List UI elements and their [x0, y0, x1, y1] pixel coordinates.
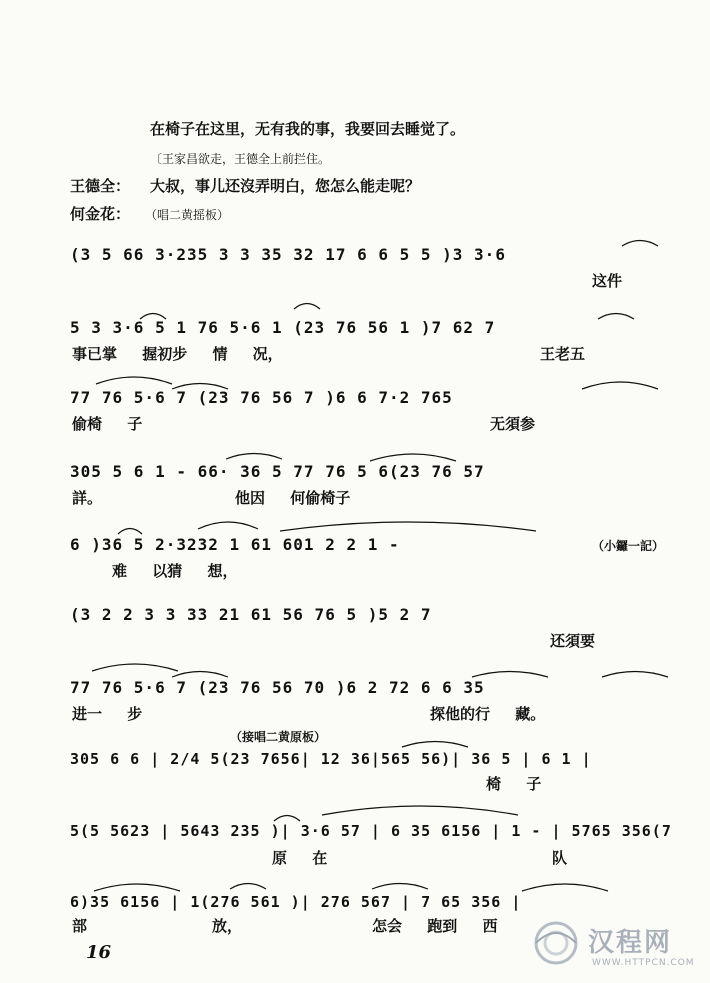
speaker-he-jinhua: 何金花： — [70, 205, 131, 223]
score-row-7-notes: 77 76 5·6 7 (23 76 56 70 )6 2 72 6 6 35 — [70, 678, 485, 697]
score-row-8-notes: 305 6 6 | 2/4 5(23 7656| 12 36|565 56)| 36 5 | 6 1 | — [70, 750, 592, 768]
slur-mark — [580, 378, 660, 390]
slur-mark — [94, 373, 174, 385]
speaker-wang-dequan: 王德全： — [70, 177, 131, 195]
slur-mark — [400, 738, 470, 748]
slur-mark — [116, 525, 144, 535]
score-row-10-lyrics-b: 放， — [212, 917, 243, 935]
watermark-logo-icon — [530, 918, 586, 968]
slur-mark — [600, 668, 670, 678]
score-row-9-lyrics-a: 原 在 — [272, 849, 328, 867]
score-row-8-annotation: （接唱二黄原板） — [230, 730, 327, 744]
score-row-1-lyrics: 这件 — [592, 272, 623, 290]
score-row-9-notes: 5(5 5623 | 5643 235 )| 3·6 57 | 6 35 6156 | 1 - | 5765 356(7 — [70, 822, 672, 840]
score-row-5-notes: 6 )36 5 2·3232 1 61 601 2 2 1 - — [70, 535, 400, 554]
score-row-4-lyrics-b: 他因 何偷椅子 — [235, 489, 351, 507]
score-row-7-lyrics-b: 探他的行 藏。 — [430, 705, 546, 723]
slur-mark — [90, 660, 180, 672]
slur-mark — [520, 880, 610, 892]
score-row-4-lyrics-a: 詳。 — [72, 489, 103, 507]
score-row-2-lyrics-b: 王老五 — [540, 345, 586, 363]
score-row-3-notes: 77 76 5·6 7 (23 76 56 7 )6 6 7·2 765 — [70, 388, 453, 407]
score-row-3-lyrics-b: 无須参 — [490, 415, 536, 433]
score-row-2-notes: 5 3 3·6 5 1 76 5·6 1 (23 76 56 1 )7 62 7 — [70, 318, 496, 337]
watermark-url: WWW.HTTPCN.COM — [592, 958, 695, 968]
score-row-7-lyrics-a: 进一 步 — [72, 705, 143, 723]
score-row-10-lyrics-c: 怎会 跑到 西 — [372, 917, 498, 935]
slur-mark — [196, 518, 260, 530]
page-number: 16 — [86, 942, 112, 963]
dialogue-line-2: 大叔，事儿还沒弄明白，您怎么能走呢？ — [150, 177, 421, 195]
fermata-mark — [292, 300, 322, 310]
score-row-9-lyrics-b: 队 — [552, 849, 568, 867]
score-row-10-notes: 6)35 6156 | 1(276 561 )| 276 567 | 7 65 356 | — [70, 893, 522, 911]
score-row-5-lyrics: 难 以猜 想， — [112, 562, 238, 580]
score-row-4-notes: 305 5 6 1 - 66· 36 5 77 76 5 6(23 76 57 — [70, 462, 485, 481]
slur-mark — [470, 668, 550, 678]
score-row-3-lyrics-a: 偷椅 子 — [72, 415, 143, 433]
slur-mark — [370, 880, 430, 890]
slur-mark — [170, 668, 230, 678]
score-row-6-lyrics: 还須要 — [550, 632, 596, 650]
slur-mark — [228, 880, 268, 890]
slur-mark — [92, 880, 182, 892]
dialogue-line-1: 在椅子在这里，无有我的事，我要回去睡觉了。 — [150, 120, 466, 138]
slur-mark — [620, 237, 660, 247]
score-row-5-annotation: （小鑼一記） — [592, 539, 665, 553]
score-row-2-lyrics-a: 事已掌 握初步 情 况， — [72, 345, 283, 363]
stage-direction: 〔王家昌欲走，王德全上前拦住。 — [150, 152, 331, 166]
watermark-brand: 汉程网 — [588, 928, 673, 958]
slur-mark — [272, 812, 302, 822]
slur-mark — [596, 310, 636, 320]
watermark — [530, 918, 700, 978]
slur-mark — [320, 802, 520, 816]
score-row-6-notes: (3 2 2 3 3 33 21 61 56 76 5 )5 2 7 — [70, 605, 432, 624]
slur-mark — [278, 518, 538, 532]
score-row-8-lyrics: 椅 子 — [486, 775, 542, 793]
singing-mode-label: （唱二黄摇板） — [145, 208, 230, 222]
score-row-1-notes: (3 5 66 3·235 3 3 35 32 17 6 6 5 5 )3 3·6 — [70, 245, 506, 264]
slur-mark — [224, 450, 284, 460]
score-row-10-lyrics-a: 部 — [72, 917, 88, 935]
slur-mark — [368, 450, 458, 462]
